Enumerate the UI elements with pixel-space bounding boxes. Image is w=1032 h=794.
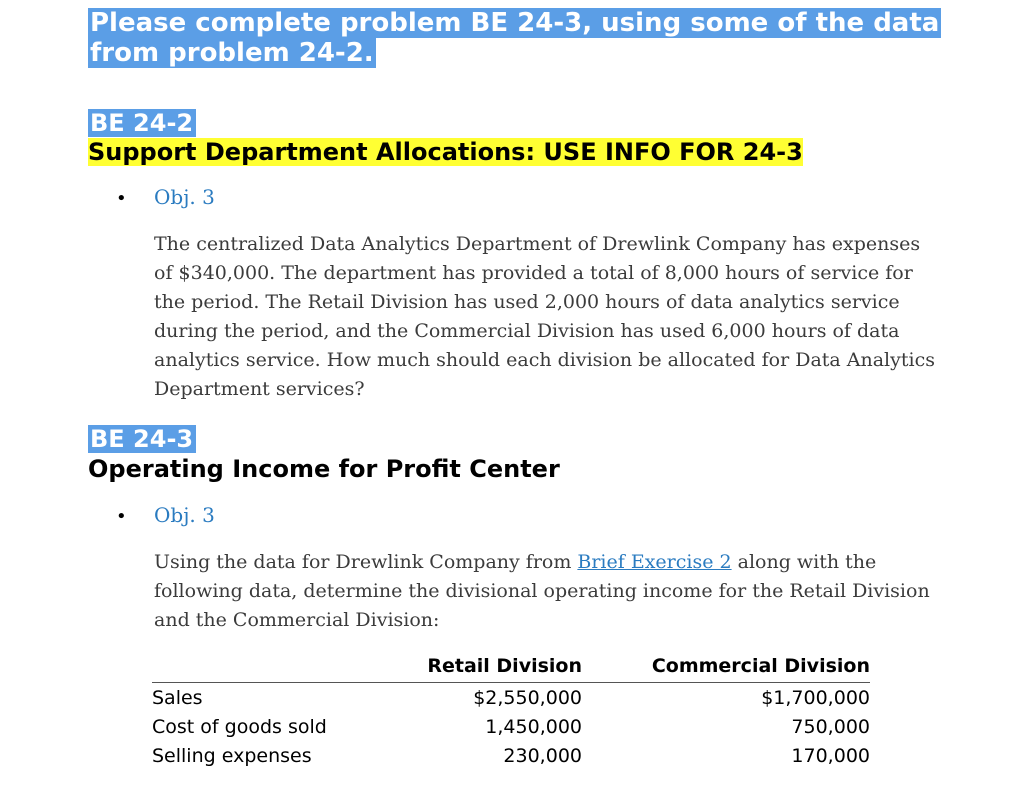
column-header-retail: Retail Division (402, 652, 582, 683)
body-text: along with the following data, determine the divisional operating income for the Retail Division and the Commercial Division: (154, 551, 930, 631)
section-title-be-24-2 (88, 136, 803, 168)
commercial-value: 170,000 (791, 744, 870, 767)
commercial-value: $1,700,000 (761, 686, 870, 709)
bullet-icon: • (116, 188, 127, 209)
column-header-blank (152, 652, 402, 683)
objective-label: Obj. 3 (154, 185, 215, 209)
table-row (152, 683, 870, 713)
retail-value: 1,450,000 (485, 715, 582, 738)
problem-body-be-24-2: The centralized Data Analytics Department of Drewlink Company has expenses of $340,000. The department has provided a total of 8,000 hours of service for the period. The Retail Division has used 2,000 hours of data analytics service during the period, and the Commercial Division has used 6,000 hours of data analytics service. How much should each division be allocated for Data Analytics Department services? (154, 233, 935, 400)
row-label: Sales (152, 686, 203, 709)
row-label: Cost of goods sold (152, 715, 327, 738)
commercial-value: 750,000 (791, 715, 870, 738)
division-data-table (152, 652, 870, 770)
retail-value: $2,550,000 (473, 686, 582, 709)
retail-value: 230,000 (503, 744, 582, 767)
body-text: Using the data for Drewlink Company from (154, 551, 578, 573)
table-row (152, 741, 870, 770)
objective-label: Obj. 3 (154, 503, 215, 527)
instruction-heading (88, 8, 968, 68)
table-header-row (152, 652, 870, 683)
section-code-label: BE 24-2 (88, 109, 196, 137)
bullet-icon: • (116, 506, 127, 527)
problem-body-be-24-3 (154, 548, 944, 635)
brief-exercise-link[interactable]: Brief Exercise 2 (577, 551, 732, 573)
section-code-be-24-2 (88, 108, 196, 138)
column-header-commercial: Commercial Division (582, 652, 870, 683)
section-title-be-24-3: Operating Income for Profit Center (88, 455, 560, 483)
section-code-be-24-3 (88, 424, 196, 454)
row-label: Selling expenses (152, 744, 312, 767)
table-row (152, 712, 870, 741)
highlighted-title: Support Department Allocations: USE INFO FOR 24-3 (88, 138, 803, 166)
section-code-label: BE 24-3 (88, 425, 196, 453)
selected-instruction-text: Please complete problem BE 24-3, using some of the data from problem 24-2. (90, 8, 940, 68)
